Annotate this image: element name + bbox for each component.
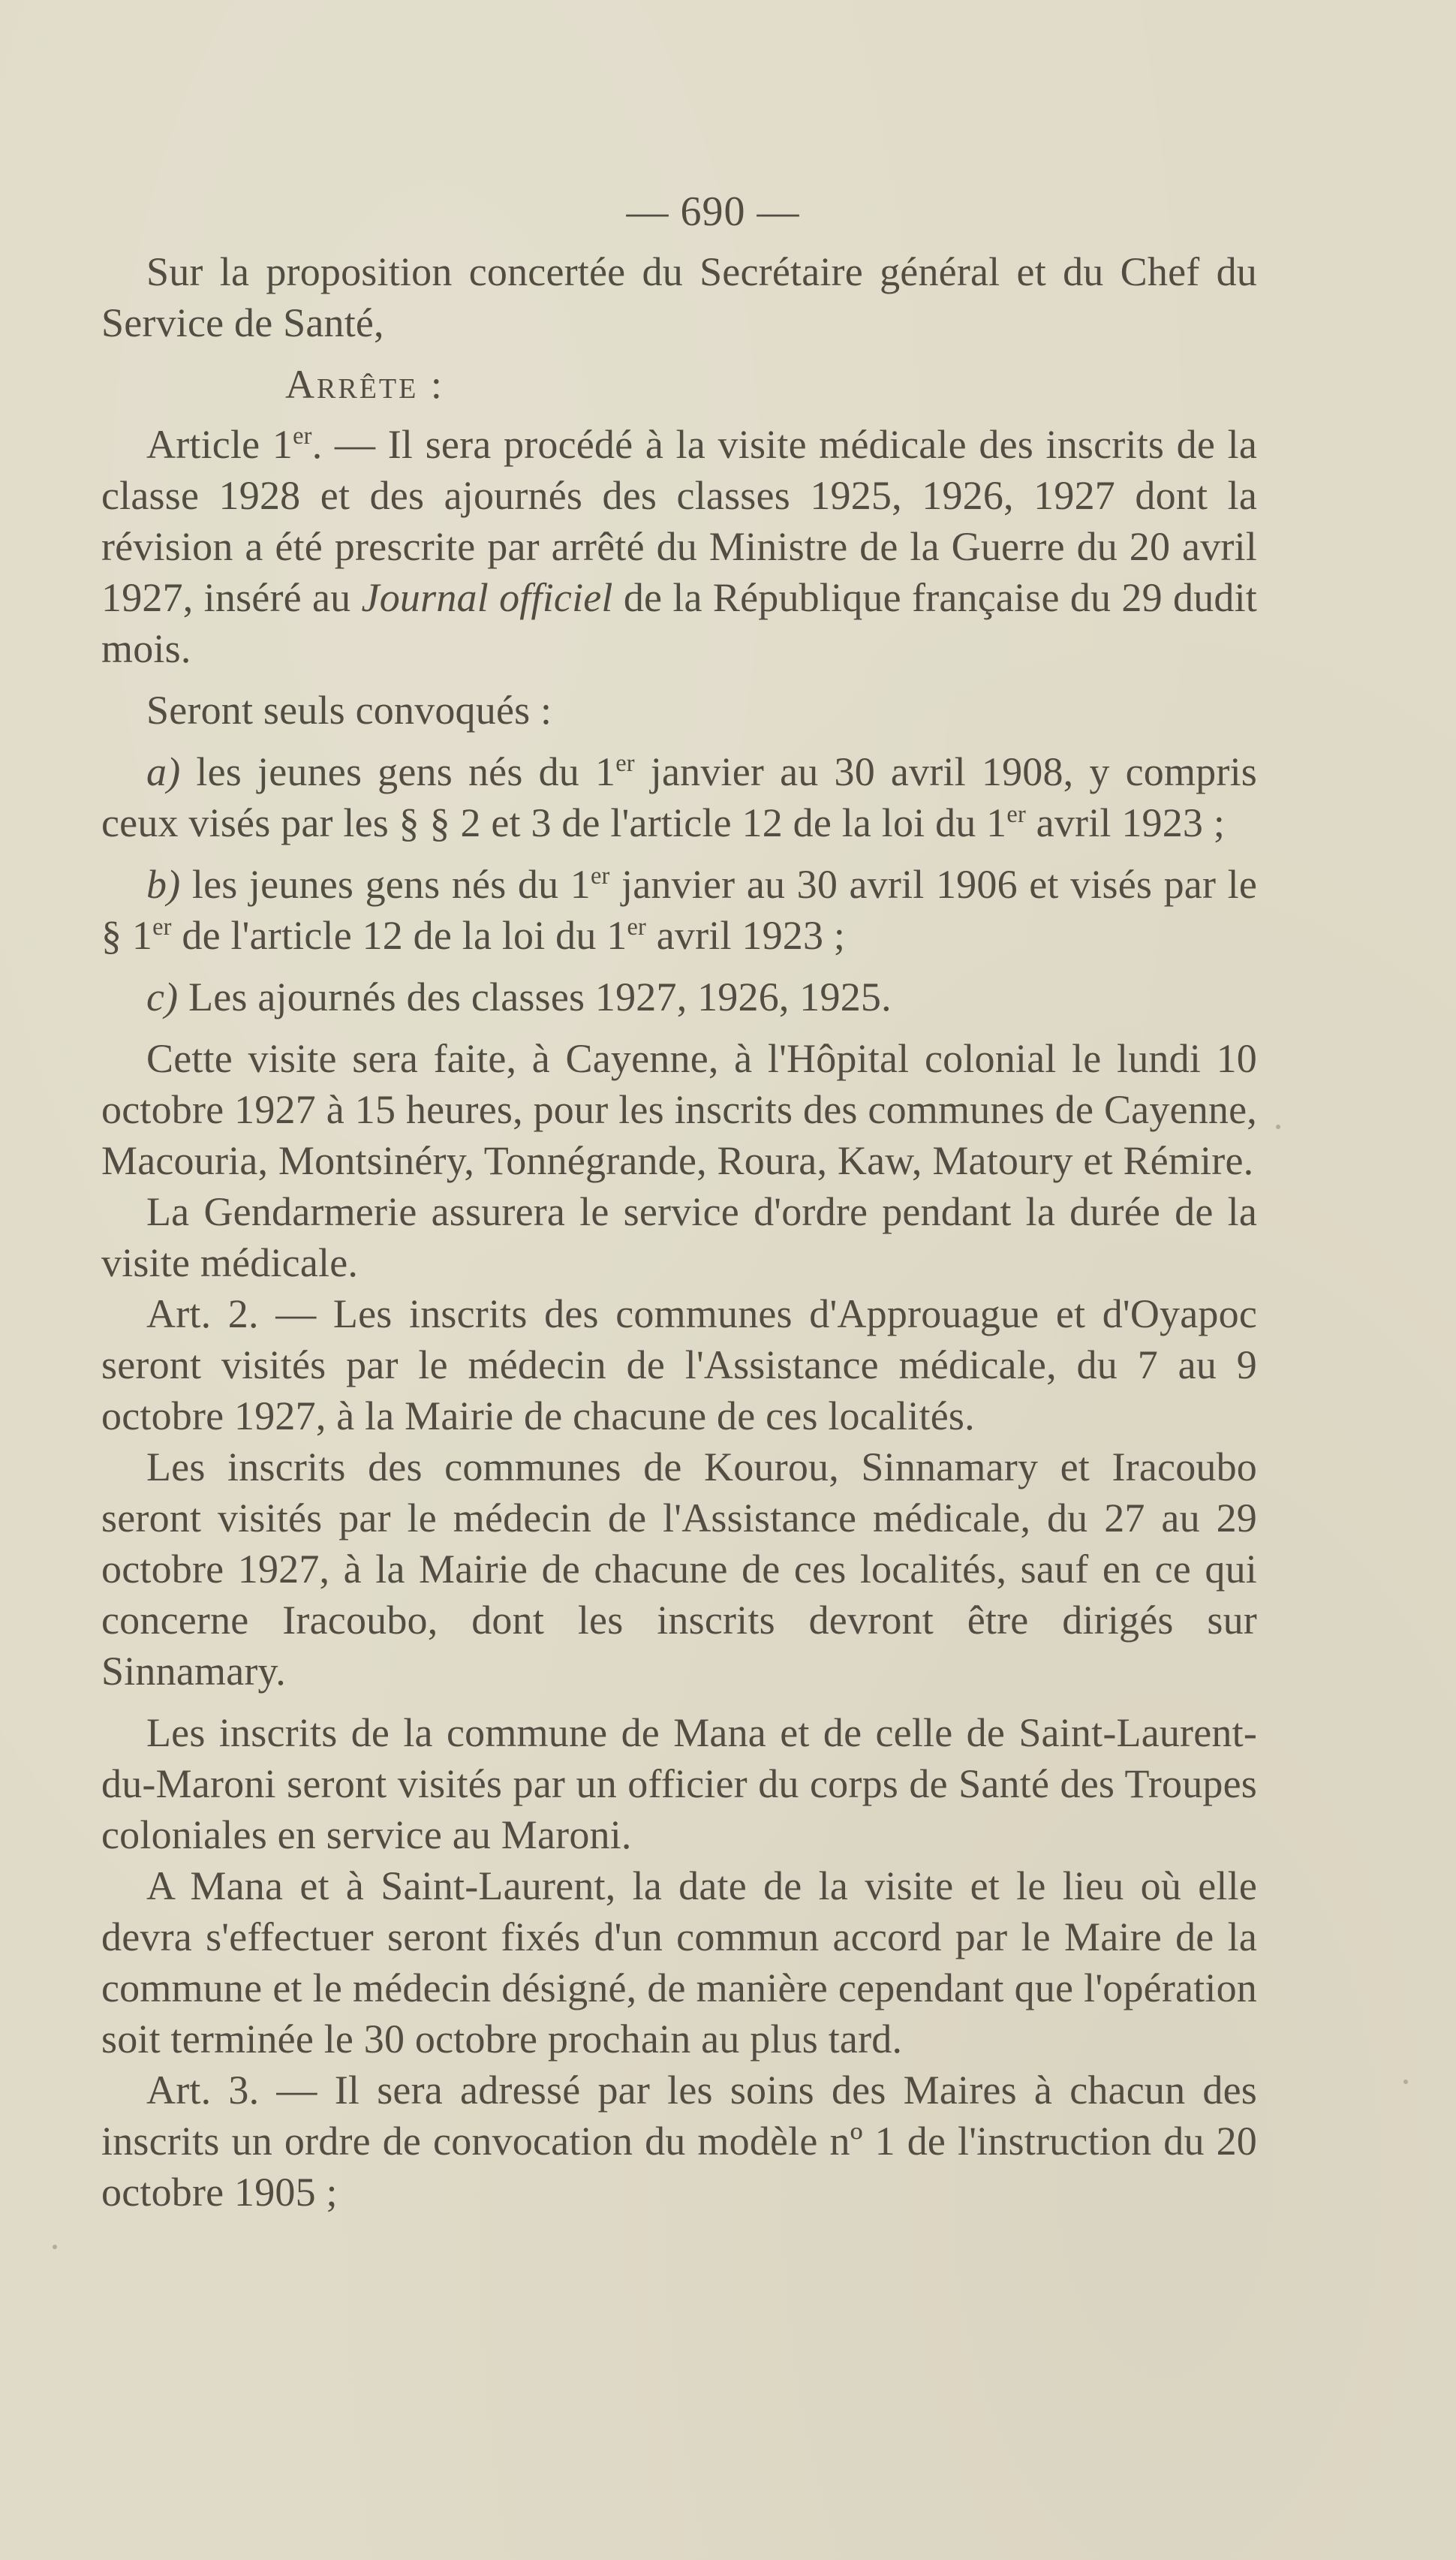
gendarmerie-paragraph: La Gendarmerie assurera le service d'ordre pendant la durée de la visite médicale. — [101, 1189, 1257, 1285]
item-b-text-3: de l'article 12 de la loi du 1 — [182, 913, 627, 958]
item-a-text-2: janvier au 30 avril 1908, y compris ceux visés par les § § 2 et 3 de l'article 12 de la loi du 1 — [101, 749, 1257, 845]
item-c-paragraph — [101, 971, 1257, 1022]
item-b-superscript-1: er — [590, 863, 610, 890]
item-b-paragraph — [101, 859, 1257, 961]
paper-speck — [1276, 1125, 1280, 1129]
document-body — [101, 186, 1257, 2218]
mana-paragraph: Les inscrits de la commune de Mana et de celle de Saint-Laurent-du-Maroni seront visités par un officier du corps de Santé des Troupes coloniales en service au Maroni. — [101, 1710, 1257, 1857]
paper-speck — [53, 2245, 57, 2249]
item-c-letter: c) — [146, 974, 179, 1019]
item-b-superscript-2: er — [152, 914, 172, 941]
item-b-text-1: les jeunes gens nés du 1 — [191, 862, 591, 907]
item-a-text-1: les jeunes gens nés du 1 — [196, 749, 616, 794]
item-a-paragraph — [101, 746, 1257, 848]
arrete-heading: Arrête : — [285, 362, 444, 407]
item-a-superscript-2: er — [1006, 801, 1026, 828]
item-b-text-4: avril 1923 ; — [656, 913, 846, 958]
article-1-superscript: er — [293, 423, 312, 450]
paper-speck — [1403, 2080, 1408, 2084]
journal-officiel-title: Journal officiel — [361, 575, 613, 620]
preamble-paragraph: Sur la proposition concertée du Secrétaire général et du Chef du Service de Santé, — [101, 249, 1257, 345]
item-b-letter: b) — [146, 862, 181, 907]
article-2-paragraph: Art. 2. — Les inscrits des communes d'Approuague et d'Oyapoc seront visités par le médecin de l'Assistance médicale, du 7 au 9 octobre 1927, à la Mairie de chacune de ces localités. — [101, 1291, 1257, 1438]
saint-laurent-paragraph: A Mana et à Saint-Laurent, la date de la visite et le lieu où elle devra s'effectuer seront fixés d'un commun accord par le Maire de la commune et le médecin désigné, de manière cependant que l'opération soit terminée le 30 octobre prochain au plus tard. — [101, 1863, 1257, 2062]
kourou-paragraph: Les inscrits des communes de Kourou, Sinnamary et Iracoubo seront visités par le médecin de l'Assistance médicale, du 27 au 29 octobre 1927, à la Mairie de chacune de ces localités, sauf en ce qui concerne Iracoubo, dont les inscrits devront être dirigés sur Sinnamary. — [101, 1444, 1257, 1694]
article-3-paragraph: Art. 3. — Il sera adressé par les soins des Maires à chacun des inscrits un ordre de convocation du modèle nº 1 de l'instruction du 20 octobre 1905 ; — [101, 2068, 1257, 2215]
page-number: — 690 — — [626, 188, 800, 235]
item-c-text: Les ajournés des classes 1927, 1926, 1925. — [188, 974, 892, 1019]
cayenne-paragraph: Cette visite sera faite, à Cayenne, à l'Hôpital colonial le lundi 10 octobre 1927 à 15 heures, pour les inscrits des communes de Cayenne, Macouria, Montsinéry, Tonnégrande, Roura, Kaw, Matoury et Rémire. — [101, 1036, 1257, 1183]
item-a-text-3: avril 1923 ; — [1036, 800, 1226, 845]
article-1-paragraph — [101, 419, 1257, 674]
item-a-superscript-1: er — [615, 750, 635, 777]
item-b-superscript-3: er — [627, 914, 647, 941]
seront-convoques-line: Seront seuls convoqués : — [146, 688, 552, 733]
article-1-label: Article 1 — [146, 422, 293, 467]
item-b-text-2: janvier au 30 avril 1906 et visés par le § 1 — [101, 862, 1257, 958]
item-a-letter: a) — [146, 749, 181, 794]
article-1-text-end: de la République française du 29 dudit mois. — [101, 575, 1257, 671]
article-1-text: . — Il sera procédé à la visite médicale des inscrits de la classe 1928 et des ajournés des classes 1925, 1926, 1927 dont la révision a été prescrite par arrêté du Ministre de la Guerre du 20 avril 1927, inséré au — [101, 422, 1257, 620]
